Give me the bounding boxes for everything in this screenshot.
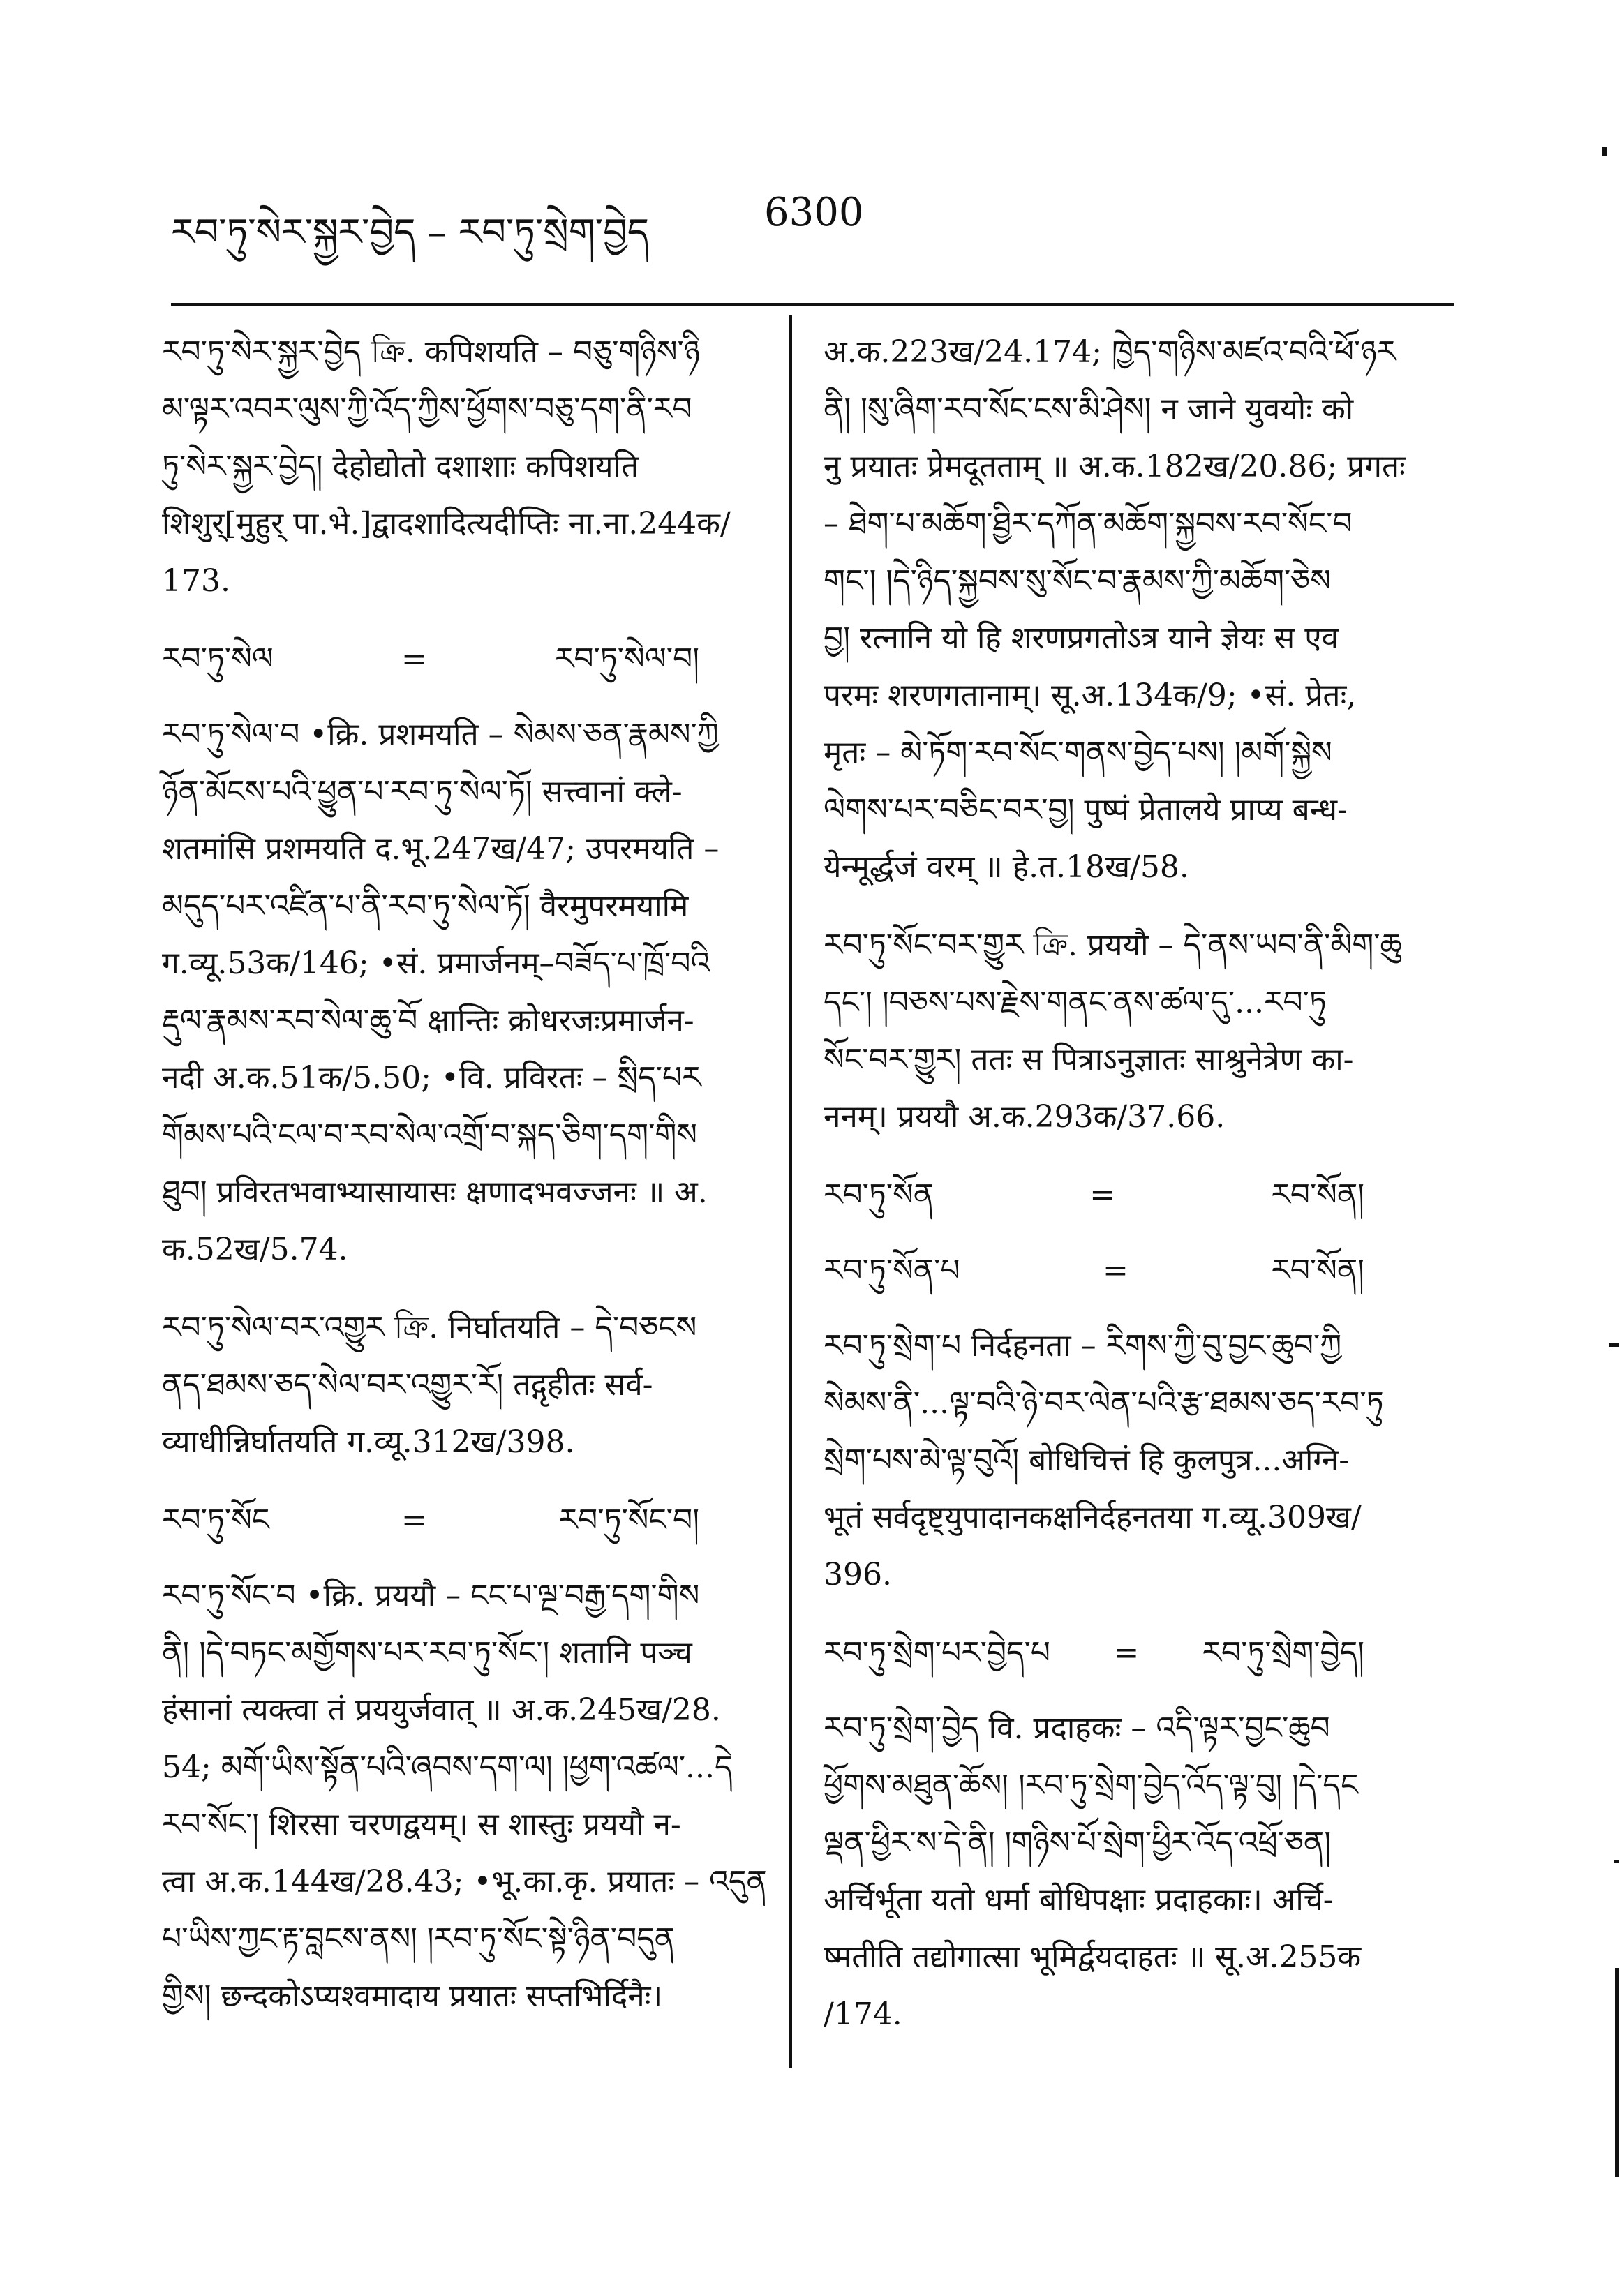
entry-headword: རབ་ཏུ་སེལ	[162, 641, 274, 677]
entry-line: གྱིས། छन्दकोऽप्यश्वमादाय प्रयातः सप्तभिर्दिनैः।	[162, 1978, 663, 2014]
entry-line: བྱ། रत्नानि यो हि शरणप्रगतोऽत्र याने ज्ञेयः स एव	[824, 620, 1339, 656]
entry-line: གོམས་པའི་ངལ་བ་རབ་སེལ་འགྲོ་བ་སྐད་ཅིག་དག་གིས	[162, 1117, 698, 1153]
equals-sign: =	[401, 1502, 427, 1538]
entry-line: མདུད་པར་འཛིན་པ་ནི་རབ་ཏུ་སེལ་ཏོ། वैरमुपरमयामि	[162, 888, 689, 924]
equals-sign: =	[1113, 1635, 1140, 1671]
entry-line: हंसानां त्यक्त्वा तं प्रययुर्जवात् ॥ अ.क.245ख/28.	[162, 1692, 721, 1728]
equals-sign: =	[401, 641, 427, 677]
entry-line: नु प्रयातः प्रेमदूतताम् ॥ अ.क.182ख/20.86; प्रगतः	[824, 449, 1406, 484]
entry-line: नदी अ.क.51क/5.50; •वि. प्रविरतः – སྲིད་པར	[162, 1060, 701, 1096]
cross-reference-entry	[162, 631, 783, 688]
entry-line: རབ་ཏུ་སེལ་བ •क्रि. प्रशमयति – སེམས་ཅན་རྣམས་ཀྱི	[162, 717, 719, 752]
entry-line: क.52ख/5.74.	[162, 1232, 348, 1267]
entry-headword: རབ་ཏུ་སྲེག་པར་བྱེད་པ	[824, 1635, 1050, 1671]
entry-line: རབ་ཏུ་སོང་བར་གྱུར ক্রি. प्रययौ – དེ་ནས་ཡབ་ནི་མིག་ཆུ	[824, 927, 1402, 963]
entry-line: དང་། །བཅས་པས་རྗེས་གནང་ནས་ཚལ་དུ་...རབ་ཏུ	[824, 985, 1327, 1020]
cross-reference-target: རབ་ཏུ་སོང་བ།	[558, 1502, 699, 1538]
entry-line: ཕྱོགས་མཐུན་ཆོས། །རབ་ཏུ་སྲེག་བྱེད་འོད་ལྟ་བུ། །དེ་དང	[824, 1768, 1359, 1803]
entry-line: ष्मतीति तद्योगात्सा भूमिर्द्वयदाहतः ॥ सू.अ.255क	[824, 1939, 1362, 1975]
cross-reference-entry	[824, 1242, 1448, 1299]
dictionary-entry	[824, 324, 1448, 896]
entry-line: /174.	[824, 1997, 902, 2032]
entry-line: རབ་ཏུ་སེལ་བར་འགྱུར ক্রি. निर्घातयति – དེ་བཅངས	[162, 1310, 697, 1345]
entry-line: གང་། །དེ་ཉིད་སྐྱབས་སུ་སོང་བ་རྣམས་ཀྱི་མཆོག་ཅེས	[824, 563, 1331, 599]
entry-line: སེམས་ནི་...ལྟ་བའི་ཉེ་བར་ལེན་པའི་རྩ་ཐམས་ཅད་རབ་ཏུ	[824, 1385, 1384, 1421]
entry-line: ནི། །སུ་ཞིག་རབ་སོང་ངས་མི་ཤེས། न जाने युवयोः को	[824, 391, 1354, 427]
entry-line: व्याधीन्निर्घातयति ग.व्यू.312ख/398.	[162, 1424, 575, 1460]
running-head: རབ་ཏུ་སེར་སྐྱར་བྱེད – རབ་ཏུ་སྲེག་བྱེད	[171, 210, 649, 254]
entry-line: རབ་ཏུ་སེར་སྐྱར་བྱེད ক্রি. कपिशयति – བཅུ་གཉིས་ཉི	[162, 334, 701, 370]
page-number: 6300	[764, 190, 864, 235]
entry-line: རབ་ཏུ་སྲེག་བྱེད वि. प्रदाहकः – འདི་ལྟར་བྱང་ཆུབ	[824, 1710, 1330, 1746]
cross-reference-target: རབ་ཏུ་སྲེག་བྱེད།	[1202, 1635, 1364, 1671]
entry-line: 173.	[162, 563, 230, 599]
entry-line: शतमांसि प्रशमयति द.भू.247ख/47; उपरमयति –	[162, 831, 720, 867]
entry-line: परमः शरणगतानाम्। सू.अ.134क/9; •सं. प्रेतः,	[824, 678, 1357, 713]
entry-line: ཉོན་མོངས་པའི་ཕྱུན་པ་རབ་ཏུ་སེལ་ཏོ། सत्त्वानां क्ले-	[162, 774, 683, 809]
dictionary-entry	[162, 1567, 783, 2025]
entry-line: 54; མགོ་ཡིས་སྟོན་པའི་ཞབས་དག་ལ། །ཕྱག་འཚལ་...དེ	[162, 1749, 733, 1785]
header-rule	[171, 303, 1454, 306]
cross-reference-entry	[824, 1167, 1448, 1224]
scan-edge-mark	[1609, 1343, 1619, 1347]
entry-line: – ཐེག་པ་མཆོག་ཐྱིར་དཀོན་མཆོག་སྐྱབས་རབ་སོང་བ	[824, 506, 1353, 542]
entry-line: त्वा अ.क.144ख/28.43; •भू.का.कृ. प्रयातः – འདུན	[162, 1864, 767, 1900]
entry-line: པ་ཡིས་ཀྱང་རྟ་བླངས་ནས། །རབ་ཏུ་སོང་སྟེ་ཉིན་བདུན	[162, 1921, 676, 1957]
cross-reference-target: རབ་སོན།	[1271, 1177, 1364, 1213]
entry-line: རབ་ཏུ་སོང་བ •क्रि. प्रययौ – ངང་པ་ལྔ་བརྒྱ་དག་གིས	[162, 1578, 700, 1613]
entry-line: 396.	[824, 1557, 892, 1592]
entry-line: भूतं सर्वदृष्ट्युपादानकक्षनिर्दहनतया ग.व्यू.309ख/	[824, 1500, 1362, 1535]
entry-headword: རབ་ཏུ་སོན	[824, 1177, 934, 1213]
entry-line: ग.व्यू.53क/146; •सं. प्रमार्जनम्–བཟོད་པ་ཁྲོ་བའི	[162, 946, 710, 981]
scan-edge-mark	[1602, 147, 1607, 156]
entry-line: རབ་སོང་། शिरसा चरणद्वयम्। स शास्तुः प्रययौ न-	[162, 1807, 681, 1842]
entry-line: ལེགས་པར་བཅིང་བར་བྱ། पुष्पं प्रेतालये प्राप्य बन्ध-	[824, 792, 1348, 828]
entry-line: ཐུབ། प्रविरतभवाभ्यासायासः क्षणादभवज्जनः ॥ अ.	[162, 1174, 708, 1210]
entry-line: རབ་ཏུ་སྲེག་པ निर्दहनता – རིགས་ཀྱི་བུ་བྱང་ཆུབ་ཀྱི	[824, 1328, 1342, 1364]
entry-line: शिशुर्[मुहुर् पा.भे.]द्वादशादित्यदीप्तिः ना.ना.244क/	[162, 506, 731, 542]
cross-reference-entry	[162, 1492, 783, 1549]
entry-line: སྲེག་པས་མེ་ལྟ་བུའོ། बोधिचित्तं हि कुलपुत्र...अग्नि-	[824, 1442, 1350, 1478]
entry-line: मृतः – མེ་ཏོག་རབ་སོང་གནས་བྱེད་པས། །མགོ་སྐྱེས	[824, 735, 1332, 770]
cross-reference-target: རབ་སོན།	[1271, 1253, 1364, 1288]
column-divider	[789, 315, 792, 2068]
entry-line: ཏུ་སེར་སྐྱར་བྱེད། देहोद्योतो दशाशाः कपिशयति	[162, 449, 639, 484]
dictionary-entry	[824, 1700, 1448, 2043]
entry-line: ནད་ཐམས་ཅད་སེལ་བར་འགྱུར་རོ། तद्गृहीतः सर्व-	[162, 1367, 653, 1403]
dictionary-entry	[824, 1318, 1448, 1604]
entry-line: अ.क.223ख/24.174; ཁྱེད་གཉིས་མཛའ་བའི་ཕོ་ཉར	[824, 334, 1396, 370]
entry-line: अर्चिर्भूता यतो धर्मा बोधिपक्षाः प्रदाहकाः। अर्चि-	[824, 1882, 1334, 1918]
entry-line: ननम्। प्रययौ अ.क.293क/37.66.	[824, 1099, 1226, 1135]
scan-edge-mark	[1614, 1860, 1619, 1863]
entry-line: རྡུལ་རྣམས་རབ་སེལ་ཆུ་བོ क्षान्तिः क्रोधरजःप्रमार्जन-	[162, 1003, 694, 1038]
equals-sign: =	[1089, 1177, 1116, 1213]
left-column	[162, 324, 783, 2046]
entry-line: སོང་བར་གྱུར། ततः स पित्राऽनुज्ञातः साश्रुनेत्रेण का-	[824, 1042, 1354, 1077]
cross-reference-entry	[824, 1625, 1448, 1682]
entry-line: མ་ལྟར་འབར་ལུས་ཀྱི་འོད་ཀྱིས་ཕྱོགས་བཅུ་དག་ནི་རབ	[162, 391, 692, 427]
scan-edge-mark	[1615, 1968, 1619, 2177]
entry-headword: རབ་ཏུ་སོན་པ	[824, 1253, 960, 1288]
entry-line: ནི། །དེ་བཏང་མགྱོགས་པར་རབ་ཏུ་སོང་། शतानि पञ्च	[162, 1635, 692, 1671]
dictionary-entry	[162, 706, 783, 1278]
cross-reference-target: རབ་ཏུ་སེལ་བ།	[554, 641, 699, 677]
entry-line: येन्मूर्द्धजं वरम् ॥ हे.त.18ख/58.	[824, 849, 1189, 885]
dictionary-entry	[162, 324, 783, 610]
entry-line: ལྡན་ཕྱིར་ས་དེ་ནི། །གཉིས་པོ་སྲེག་ཕྱིར་འོད་འཕྲོ་ཅན།	[824, 1825, 1332, 1860]
dictionary-entry	[824, 917, 1448, 1146]
equals-sign: =	[1103, 1253, 1128, 1288]
right-column	[824, 324, 1448, 2064]
entry-headword: རབ་ཏུ་སོང	[162, 1502, 270, 1538]
dictionary-entry	[162, 1299, 783, 1471]
